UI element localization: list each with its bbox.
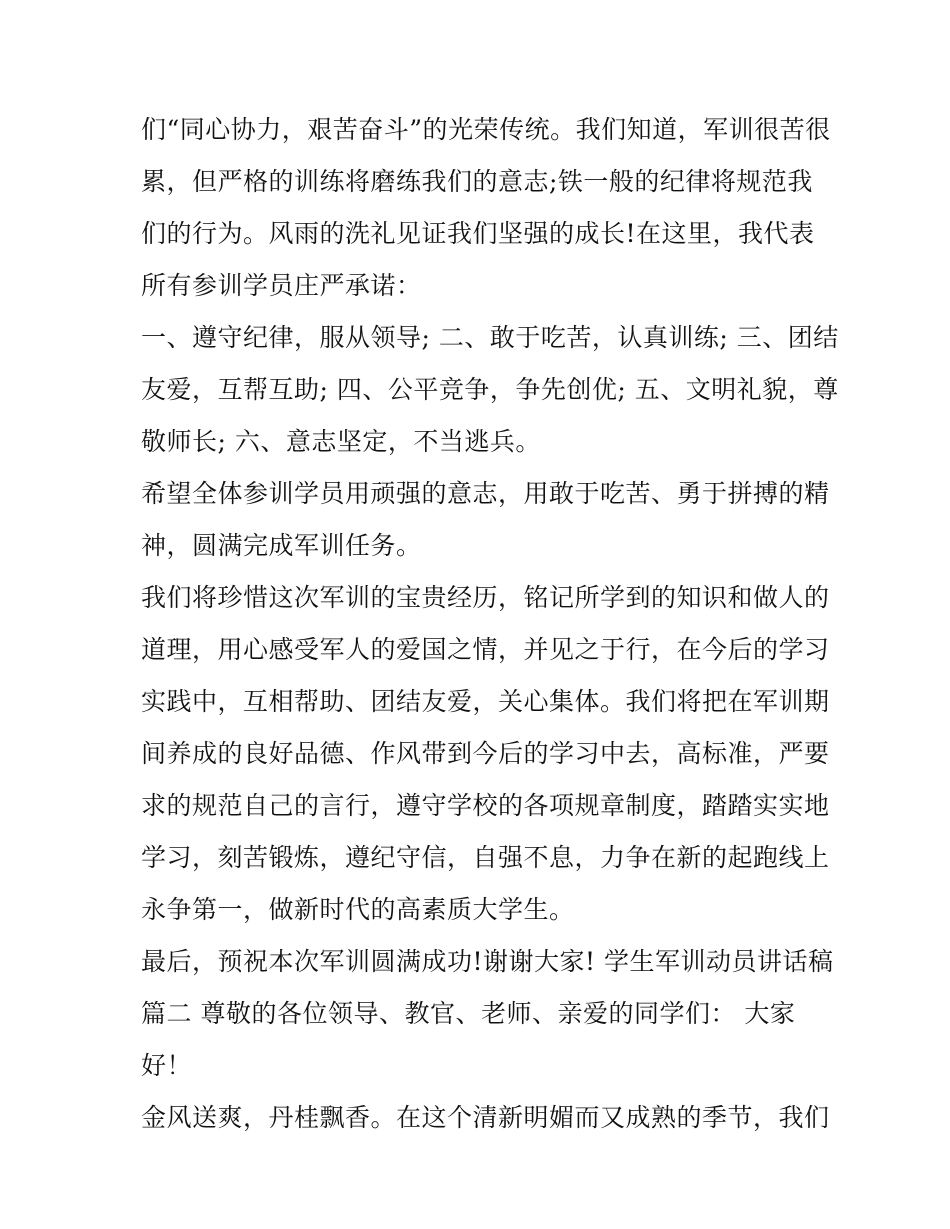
- text-line-9: 神，圆满完成军训任务。: [141, 531, 422, 560]
- text-line-15: 学习，刻苦锻炼，遵纪守信，自强不息，力争在新的起跑线上: [141, 843, 830, 872]
- text-line-13: 间养成的良好品德、作风带到今后的学习中去，高标准，严要: [141, 739, 830, 768]
- text-line-12: 实践中，互相帮助、团结友爱，关心集体。我们将把在军训期: [141, 687, 830, 716]
- text-line-5: 一、遵守纪律，服从领导; 二、敢于吃苦，认真训练; 三、团结: [141, 323, 839, 352]
- text-line-3: 们的行为。风雨的洗礼见证我们坚强的成长!在这里，我代表: [141, 219, 815, 248]
- text-line-10: 我们将珍惜这次军训的宝贵经历，铭记所学到的知识和做人的: [141, 583, 830, 612]
- document-body: [141, 104, 839, 1144]
- text-line-4: 所有参训学员庄严承诺：: [141, 271, 422, 300]
- text-line-14: 求的规范自己的言行，遵守学校的各项规章制度，踏踏实实地: [141, 791, 830, 820]
- text-line-18: 篇二 尊敬的各位领导、教官、老师、亲爱的同学们： 大家: [141, 999, 796, 1028]
- text-line-8: 希望全体参训学员用顽强的意志，用敢于吃苦、勇于拼搏的精: [141, 479, 830, 508]
- text-line-20: 金风送爽，丹桂飘香。在这个清新明媚而又成熟的季节，我们: [141, 1103, 830, 1132]
- text-line-17: 最后，预祝本次军训圆满成功!谢谢大家! 学生军训动员讲话稿: [141, 947, 834, 976]
- text-line-16: 永争第一，做新时代的高素质大学生。: [141, 895, 575, 924]
- text-line-11: 道理，用心感受军人的爱国之情，并见之于行，在今后的学习: [141, 635, 830, 664]
- text-line-7: 敬师长; 六、意志坚定，不当逃兵。: [141, 427, 541, 456]
- text-line-6: 友爱，互帮互助; 四、公平竞争，争先创优; 五、文明礼貌，尊: [141, 375, 839, 404]
- text-line-1: 们“同心协力，艰苦奋斗”的光荣传统。我们知道，军训很苦很: [141, 115, 831, 144]
- text-line-19: 好！: [141, 1051, 193, 1080]
- text-line-2: 累，但严格的训练将磨练我们的意志;铁一般的纪律将规范我: [141, 167, 813, 196]
